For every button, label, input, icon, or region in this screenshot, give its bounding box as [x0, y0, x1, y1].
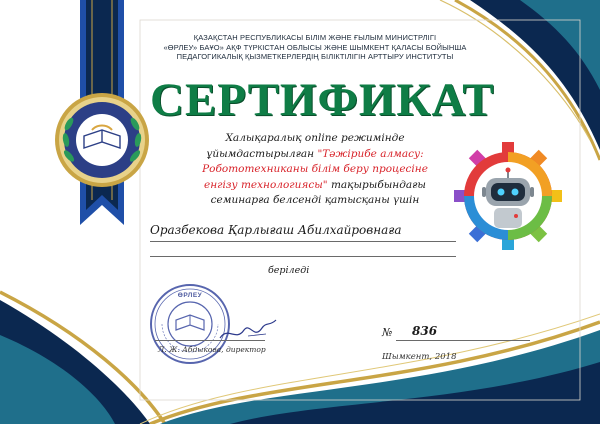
robot-gear-icon — [452, 140, 564, 252]
seminar-title-part-1: "Тәжірибе алмасу: — [317, 147, 424, 160]
recipient-name: Оразбекова Қарлығаш Абилхайровнаға — [150, 223, 402, 237]
badge-text: ӨРЛЕУ — [86, 103, 118, 112]
ministry-line-1: ҚАЗАҚСТАН РЕСПУБЛИКАСЫ БІЛІМ ЖӘНЕ ҒЫЛЫМ МИНИСТРЛІГІ — [193, 33, 437, 42]
body-line-5: семинарға белсенді қатысқаны үшін — [210, 194, 420, 206]
seal-text: ӨРЛЕУ — [177, 292, 203, 299]
seminar-title-part-3: енгізу технологиясы" — [204, 178, 328, 191]
number-underline — [396, 340, 530, 341]
certificate-number: 836 — [412, 324, 438, 338]
recipient-underline-2 — [150, 256, 456, 257]
ministry-line-3: ПЕДАГОГИКАЛЫҚ ҚЫЗМЕТКЕРЛЕРДІҢ БІЛІКТІЛІГІН АРТТЫРУ ИНСТИТУТЫ — [176, 52, 454, 61]
laurel-badge-icon — [52, 90, 152, 190]
director-signature: Л. Ж. Абдыкова, директор — [158, 345, 266, 354]
signature-line — [155, 340, 265, 341]
body-line-2-plain: ұйымдастырылған — [206, 147, 315, 160]
bottom-band-decoration — [0, 292, 600, 424]
certificate-body — [150, 131, 480, 209]
ministry-header — [150, 33, 480, 62]
signature-scribble-icon — [218, 316, 278, 346]
body-line-1: Халықаралық online режимінде — [225, 132, 405, 144]
body-line-4 — [150, 178, 480, 194]
body-line-4-plain: тақырыбындағы — [330, 178, 426, 191]
body-line-2 — [150, 147, 480, 163]
certificate-number-sign: № — [382, 326, 393, 339]
seminar-title-part-2: Робототехниканы білім беру процесіне — [202, 163, 428, 175]
given-text: берiледi — [268, 265, 310, 276]
ministry-line-2: «ӨРЛЕУ» БАҰО» АҚФ ТҮРКІСТАН ОБЛЫСЫ ЖӘНЕ ШЫМКЕНТ ҚАЛАСЫ БОЙЫНША — [163, 42, 467, 52]
certificate-title: СЕРТИФИКАТ — [150, 74, 495, 126]
recipient-underline — [150, 241, 456, 242]
place-and-year: Шымкент, 2018 — [382, 352, 457, 362]
